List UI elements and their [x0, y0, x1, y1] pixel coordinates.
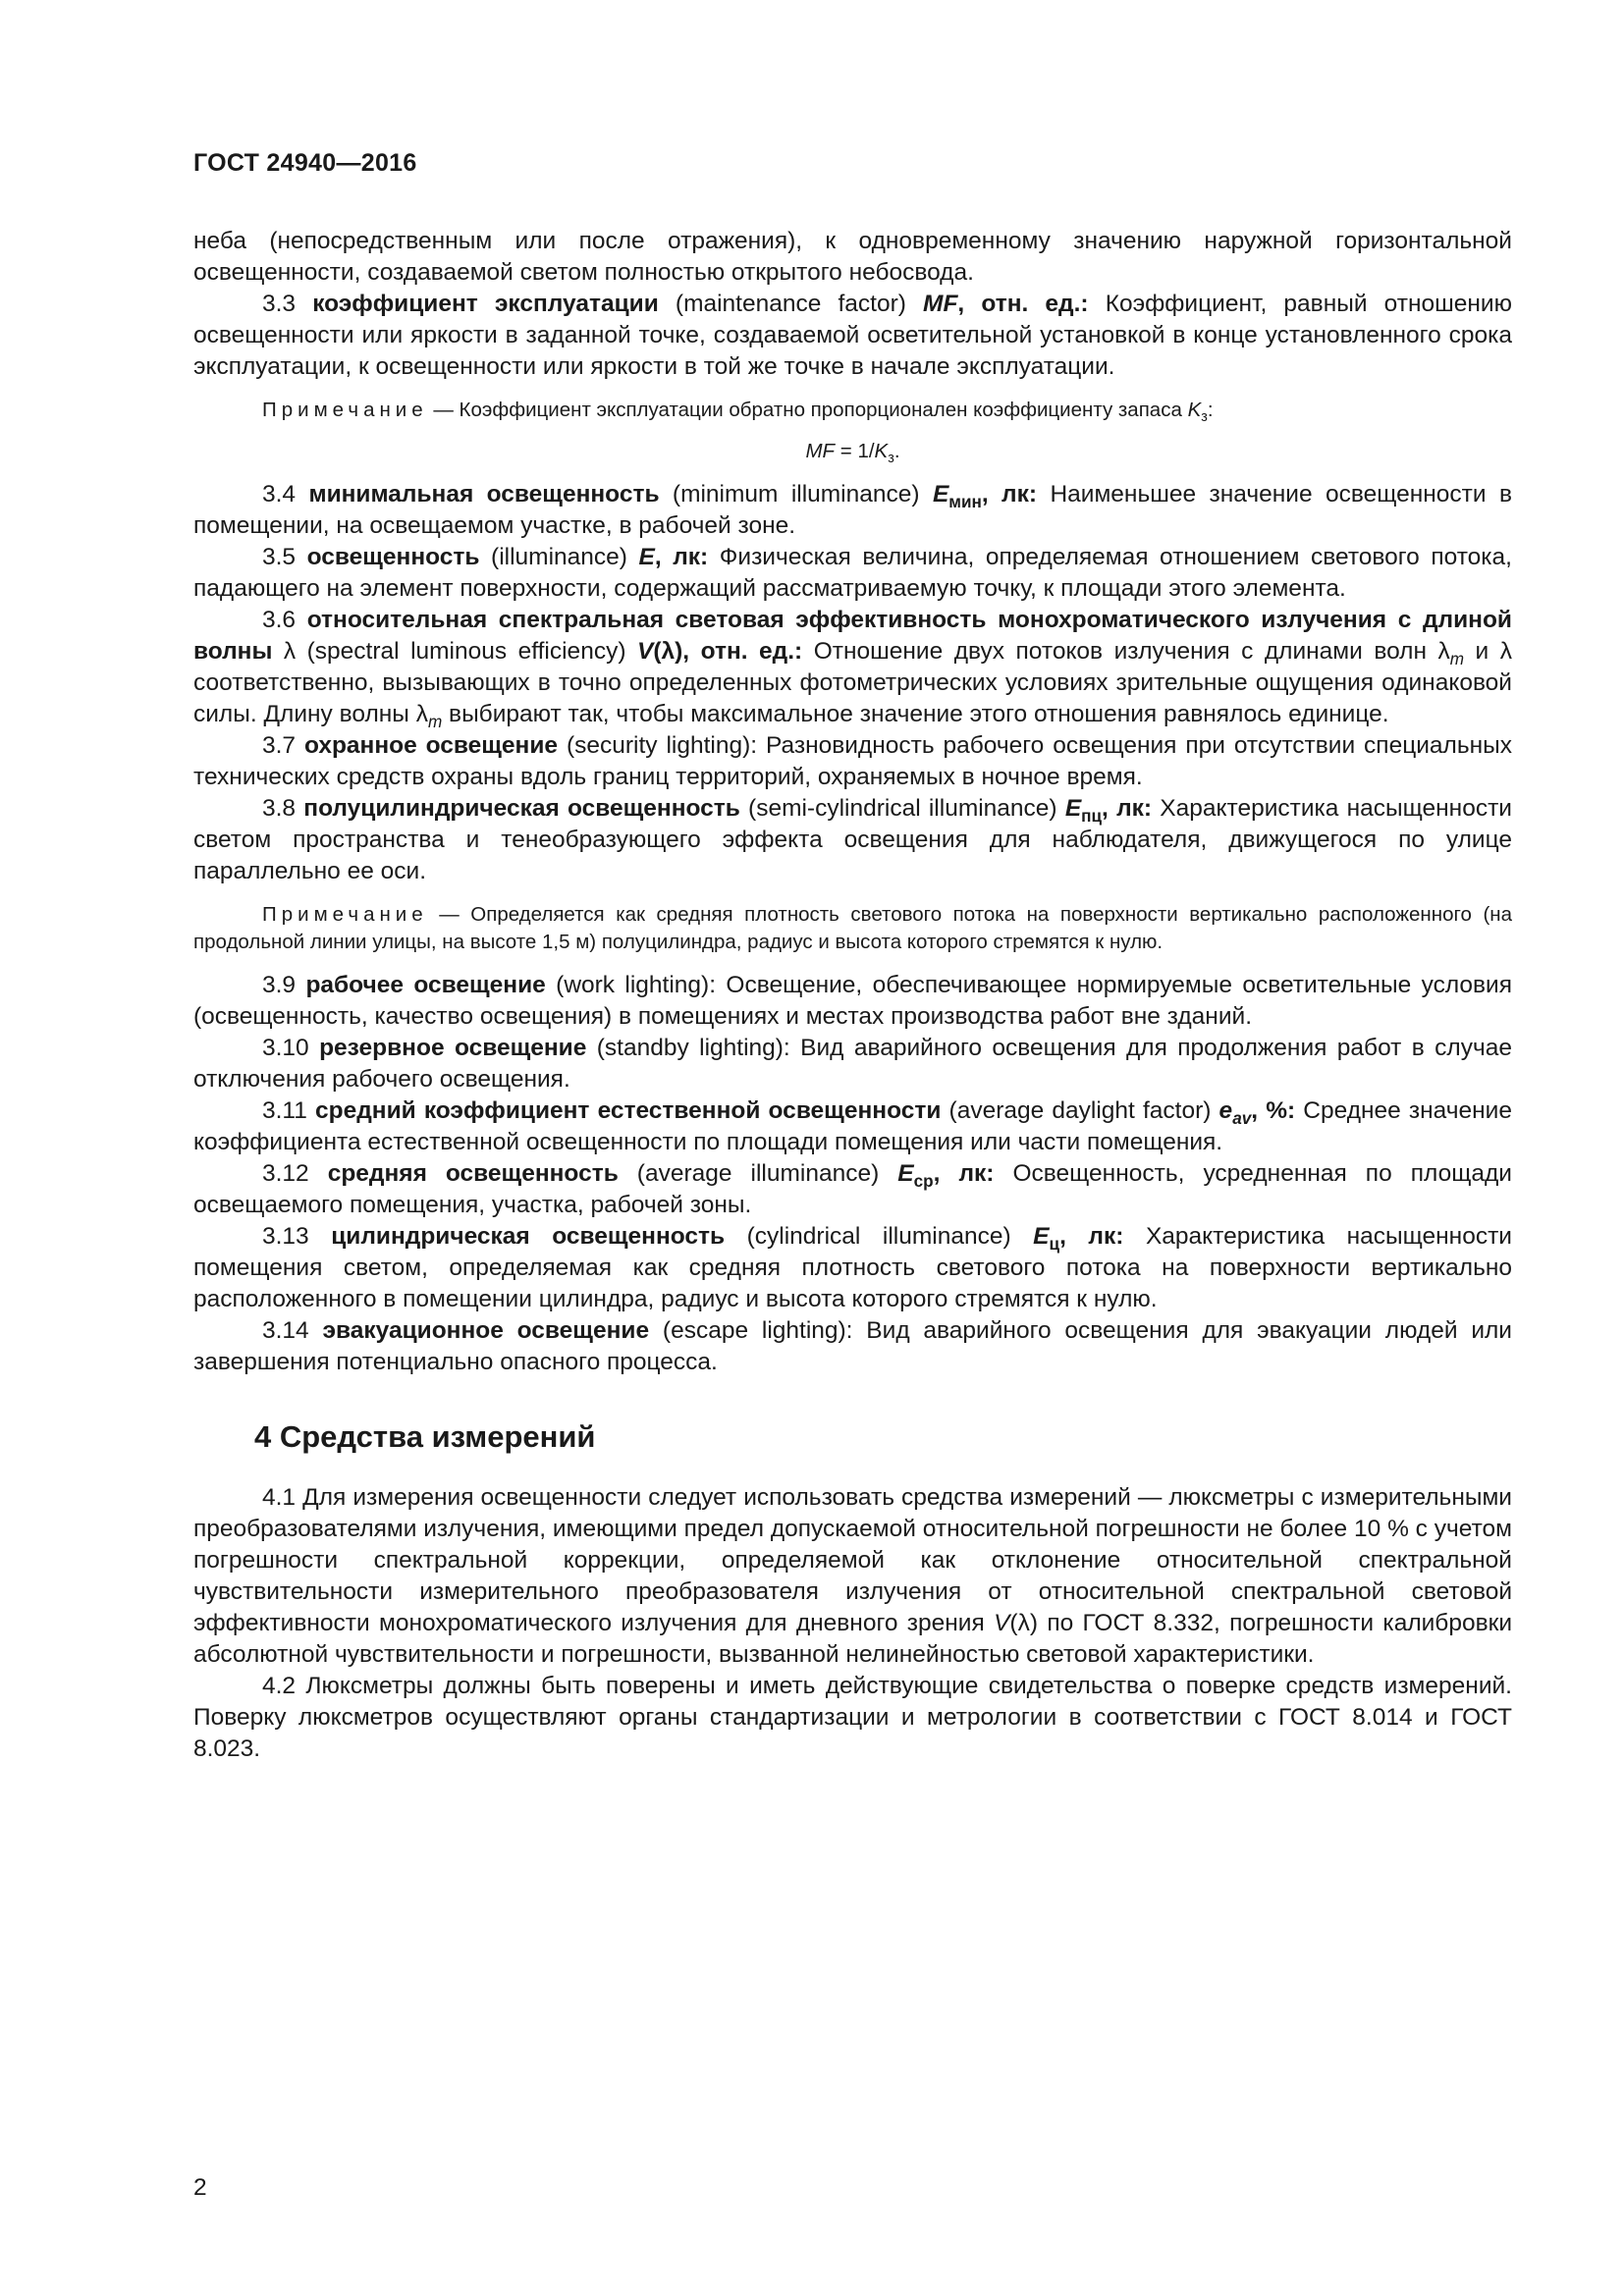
- term-definition: Коэффициент, равный отношению освещенности или яркости в заданной точке, создаваемой осветительной установкой в конце установленного срока эксплуатации, к освещенности или яркости в той же точке в начале эксплуатации.: [193, 291, 1512, 380]
- term-name: охранное освещение: [303, 732, 559, 759]
- term-symbol-sub: av: [1232, 1108, 1252, 1128]
- term-3-13: [193, 1221, 1512, 1315]
- term-symbol: E: [1033, 1223, 1050, 1250]
- term-unit: , лк:: [933, 1160, 995, 1187]
- term-name: рабочее освещение: [305, 972, 546, 998]
- para-text: Для измерения освещенности следует использовать средства измерений — люксметры с измерительными преобразователями излучения, имеющими предел допускаемой относительной погрешности не более 10 % с учетом погрешности спектральной коррекции, определяемой как отклонение относительной спектральной чувствительности измерительного преобразователя излучения от относительной спектральной световой эффективности монохроматического излучения для дневного зрения: [193, 1484, 1512, 1636]
- para-symbol: V: [994, 1610, 1010, 1636]
- note-label: Примечание: [262, 399, 428, 421]
- paragraph-4-1: [193, 1482, 1512, 1671]
- term-number: 3.12: [262, 1160, 309, 1187]
- term-definition: Характеристика насыщенности помещения светом, определяемая как средняя плотность светового потока на поверхности вертикально расположенного в помещении цилиндра, радиус и высота которого стремятся к нулю.: [193, 1223, 1512, 1312]
- term-name: эвакуационное освещение: [322, 1317, 650, 1344]
- term-definition: Характеристика насыщенности светом пространства и тенеобразующего эффекта освещения для наблюдателя, движущегося по улице параллельно ее оси.: [193, 795, 1512, 884]
- term-name: относительная спектральная световая эффективность монохроматического излучения с длиной волны: [193, 607, 1512, 665]
- term-paren: (λ): [653, 638, 683, 665]
- lambda: λ: [1499, 638, 1512, 665]
- formula-lhs: MF: [805, 440, 836, 462]
- term-english: (semi-cylindrical illuminance): [748, 795, 1057, 822]
- term-symbol: e: [1218, 1097, 1233, 1124]
- term-symbol-sub: ц: [1049, 1234, 1060, 1254]
- para-text: Люксметры должны быть поверены и иметь действующие свидетельства о поверке средств измерений. Поверку люксметров осуществляют органы стандартизации и метрологии в соответствии с ГОСТ 8.014 и ГОСТ 8.023.: [193, 1673, 1512, 1762]
- term-lambda: λ: [283, 638, 297, 665]
- formula: [193, 438, 1512, 465]
- term-symbol: E: [932, 481, 949, 507]
- term-name: минимальная освещенность: [308, 481, 660, 507]
- lambda-m-sub: m: [1449, 649, 1465, 668]
- term-3-3: [193, 289, 1512, 383]
- term-name: освещенность: [306, 544, 480, 570]
- note-label: Примечание: [262, 903, 428, 926]
- note-end: :: [1207, 399, 1214, 421]
- term-symbol-sub: мин: [948, 492, 982, 511]
- note-1: [193, 397, 1512, 424]
- term-english: (security lighting):: [566, 732, 758, 759]
- term-symbol: E: [897, 1160, 914, 1187]
- term-definition: Вид аварийного освещения для продолжения работ в случае отключения рабочего освещения.: [193, 1035, 1512, 1093]
- term-definition: Физическая величина, определяемая отношением светового потока, падающего на элемент поверхности, содержащий рассматриваемую точку, к площади этого элемента.: [193, 544, 1512, 602]
- formula-mid: = 1/: [835, 440, 875, 462]
- lambda-m: λ: [415, 701, 428, 727]
- term-definition: Освещенность, усредненная по площади освещаемого помещения, участка, рабочей зоны.: [193, 1160, 1512, 1218]
- term-unit: , лк:: [1102, 795, 1153, 822]
- para-number: 4.1: [262, 1484, 297, 1511]
- term-unit: , отн. ед.:: [957, 291, 1089, 317]
- term-symbol: E: [1064, 795, 1082, 822]
- term-number: 3.4: [262, 481, 297, 507]
- term-number: 3.6: [262, 607, 297, 633]
- term-unit: , лк:: [1059, 1223, 1124, 1250]
- term-name: цилиндрическая освещенность: [331, 1223, 726, 1250]
- paragraph-continuation: неба (непосредственным или после отражения), к одновременному значению наружной горизонтальной освещенности, создаваемой светом полностью открытого небосвода.: [193, 228, 1512, 286]
- term-3-6: [193, 605, 1512, 730]
- term-english: (cylindrical illuminance): [746, 1223, 1011, 1250]
- term-english: (minimum illuminance): [672, 481, 920, 507]
- term-name: средний коэффициент естественной освещенности: [315, 1097, 942, 1124]
- term-symbol: MF: [923, 291, 958, 317]
- term-number: 3.8: [262, 795, 297, 822]
- term-english: (average daylight factor): [948, 1097, 1212, 1124]
- conj: и: [1475, 638, 1489, 665]
- para-paren: (λ): [1009, 1610, 1038, 1636]
- term-definition: Отношение двух потоков излучения с длинами волн: [813, 638, 1427, 665]
- lambda-m: λ: [1437, 638, 1450, 665]
- lambda-m-sub: m: [427, 712, 443, 731]
- paragraph-4-2: [193, 1671, 1512, 1765]
- term-number: 3.11: [262, 1097, 307, 1124]
- term-number: 3.5: [262, 544, 297, 570]
- formula-end: .: [893, 440, 900, 462]
- term-name: резервное освещение: [319, 1035, 587, 1061]
- section-heading: 4 Средства измерений: [254, 1419, 596, 1454]
- term-definition: Среднее значение коэффициента естественной освещенности по площади помещения или части помещения.: [193, 1097, 1512, 1155]
- term-english: (work lighting):: [556, 972, 717, 998]
- term-3-5: [193, 542, 1512, 605]
- document-header: ГОСТ 24940—2016: [193, 149, 417, 177]
- term-definition: Вид аварийного освещения для эвакуации людей или завершения потенциально опасного процесса.: [193, 1317, 1512, 1375]
- term-name: средняя освещенность: [327, 1160, 619, 1187]
- term-english: (standby lighting):: [596, 1035, 790, 1061]
- term-unit: , %:: [1251, 1097, 1296, 1124]
- term-symbol: V: [636, 638, 654, 665]
- term-symbol-sub: ср: [913, 1171, 934, 1191]
- term-english: (escape lighting):: [662, 1317, 853, 1344]
- term-number: 3.13: [262, 1223, 309, 1250]
- document-body: [193, 226, 1512, 1765]
- note-symbol: K: [1187, 399, 1202, 421]
- note-text: — Коэффициент эксплуатации обратно пропорционален коэффициенту запаса: [433, 399, 1182, 421]
- term-name: полуцилиндрическая освещенность: [303, 795, 740, 822]
- term-number: 3.7: [262, 732, 297, 759]
- term-unit: , отн. ед.:: [682, 638, 803, 665]
- para-text-cont: по ГОСТ 8.332, погрешности калибровки абсолютной чувствительности и погрешности, вызванной нелинейностью световой характеристики.: [193, 1610, 1513, 1668]
- term-3-10: [193, 1033, 1512, 1095]
- term-3-8: [193, 793, 1512, 887]
- term-english: (average illuminance): [636, 1160, 880, 1187]
- term-3-7: [193, 730, 1512, 793]
- term-3-9: [193, 970, 1512, 1033]
- term-number: 3.9: [262, 972, 297, 998]
- note-symbol-sub: з: [1201, 409, 1208, 426]
- formula-k: K: [874, 440, 889, 462]
- term-definition-end: выбирают так, чтобы максимальное значение этого отношения равнялось единице.: [449, 701, 1389, 727]
- term-symbol-sub: пц: [1081, 806, 1103, 826]
- term-english: (illuminance): [491, 544, 627, 570]
- term-definition: Наименьшее значение освещенности в помещении, на освещаемом участке, в рабочей зоне.: [193, 481, 1512, 539]
- term-definition: Освещение, обеспечивающее нормируемые осветительные условия (освещенность, качество освещения) в помещениях и местах производства работ вне зданий.: [193, 972, 1512, 1030]
- term-3-14: [193, 1315, 1512, 1378]
- term-number: 3.14: [262, 1317, 309, 1344]
- para-number: 4.2: [262, 1673, 297, 1699]
- note-2: [193, 901, 1512, 956]
- page-number: 2: [193, 2174, 207, 2201]
- term-3-11: [193, 1095, 1512, 1158]
- term-unit: , лк:: [981, 481, 1038, 507]
- term-symbol: E: [638, 544, 655, 570]
- term-3-4: [193, 479, 1512, 542]
- term-3-12: [193, 1158, 1512, 1221]
- term-number: 3.3: [262, 291, 297, 317]
- term-english: (spectral luminous efficiency): [306, 638, 626, 665]
- term-number: 3.10: [262, 1035, 309, 1061]
- note-text: — Определяется как средняя плотность светового потока на поверхности вертикально расположенного (на продольной линии улицы, на высоте 1,5 м) полуцилиндра, радиус и высота которого стремятся к нулю.: [193, 903, 1513, 953]
- formula-sub: з: [888, 451, 894, 467]
- term-english: (maintenance factor): [675, 291, 906, 317]
- term-definition: Разновидность рабочего освещения при отсутствии специальных технических средств охраны вдоль границ территорий, охраняемых в ночное время.: [193, 732, 1512, 790]
- term-unit: , лк:: [654, 544, 709, 570]
- term-definition-cont: соответственно, вызывающих в точно определенных фотометрических условиях зрительные ощущения одинаковой силы. Длину волны: [193, 669, 1512, 727]
- term-name: коэффициент эксплуатации: [312, 291, 659, 317]
